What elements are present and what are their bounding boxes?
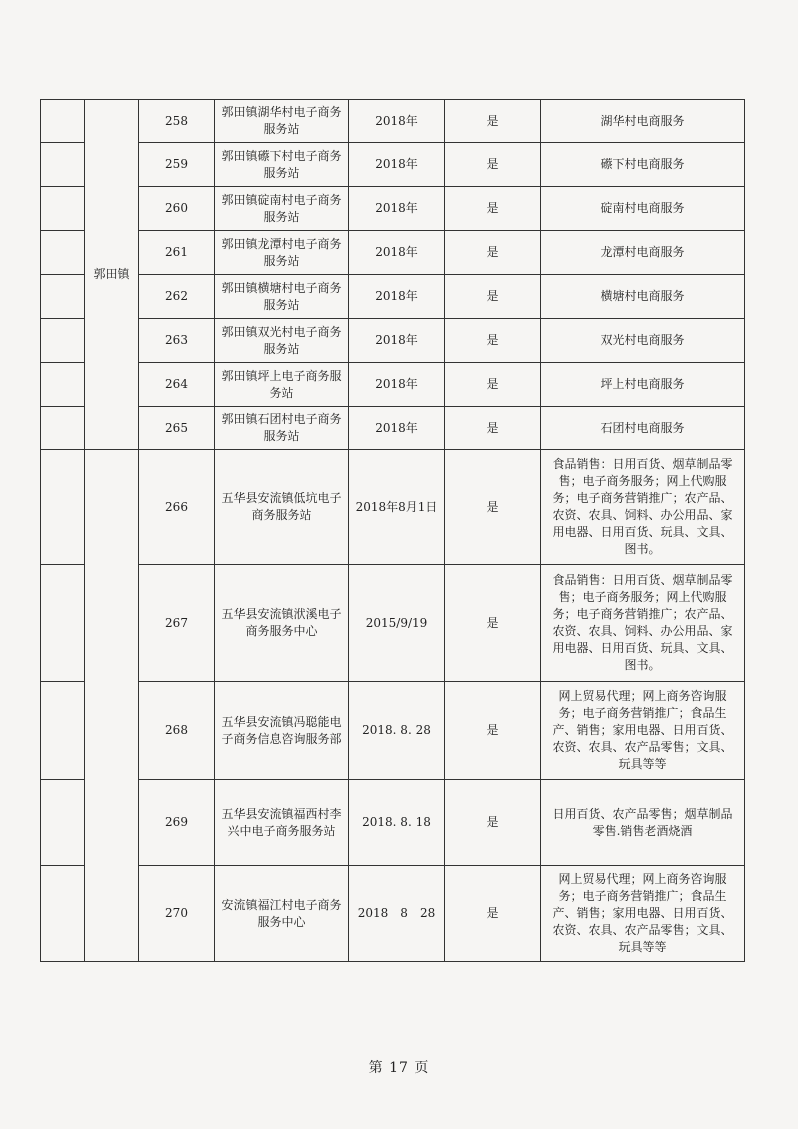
serial-number-cell: 266 — [139, 450, 215, 565]
station-name-cell: 郭田镇石团村电子商务服务站 — [215, 407, 349, 450]
business-scope-cell: 日用百货、农产品零售；烟草制品零售.销售老酒烧酒 — [541, 780, 745, 866]
station-name-cell: 郭田镇横塘村电子商务服务站 — [215, 275, 349, 319]
serial-number-cell: 261 — [139, 231, 215, 275]
operating-status-cell: 是 — [445, 275, 541, 319]
table-row — [41, 143, 745, 187]
index-cell — [41, 100, 85, 143]
town-cell-empty — [85, 450, 139, 962]
established-date-cell: 2018年 — [349, 407, 445, 450]
station-name-cell: 安流镇福江村电子商务服务中心 — [215, 866, 349, 962]
operating-status-cell: 是 — [445, 319, 541, 363]
operating-status-cell: 是 — [445, 100, 541, 143]
business-scope-cell: 湖华村电商服务 — [541, 100, 745, 143]
station-name-cell: 郭田镇坪上电子商务服务站 — [215, 363, 349, 407]
table-row — [41, 866, 745, 962]
town-cell: 郭田镇 — [85, 100, 139, 450]
established-date-cell: 2018年 — [349, 100, 445, 143]
station-name-cell: 郭田镇礤下村电子商务服务站 — [215, 143, 349, 187]
table-row — [41, 100, 745, 143]
index-cell — [41, 319, 85, 363]
business-scope-cell: 坪上村电商服务 — [541, 363, 745, 407]
table-row — [41, 363, 745, 407]
operating-status-cell: 是 — [445, 450, 541, 565]
serial-number-cell: 260 — [139, 187, 215, 231]
station-name-cell: 郭田镇碇南村电子商务服务站 — [215, 187, 349, 231]
table-row — [41, 231, 745, 275]
operating-status-cell: 是 — [445, 363, 541, 407]
table-row — [41, 275, 745, 319]
station-name-cell: 郭田镇湖华村电子商务服务站 — [215, 100, 349, 143]
index-cell — [41, 363, 85, 407]
table-row — [41, 682, 745, 780]
business-scope-cell: 双光村电商服务 — [541, 319, 745, 363]
operating-status-cell: 是 — [445, 866, 541, 962]
established-date-cell: 2018. 8. 28 — [349, 682, 445, 780]
station-name-cell: 郭田镇龙潭村电子商务服务站 — [215, 231, 349, 275]
operating-status-cell: 是 — [445, 682, 541, 780]
serial-number-cell: 269 — [139, 780, 215, 866]
operating-status-cell: 是 — [445, 407, 541, 450]
index-cell — [41, 187, 85, 231]
index-cell — [41, 231, 85, 275]
business-scope-cell: 食品销售：日用百货、烟草制品零售；电子商务服务；网上代购服务；电子商务营销推广；农产品、农资、农具、饲料、办公用品、家用电器、日用百货、玩具、文具、图书。 — [541, 450, 745, 565]
established-date-cell: 2018 8 28 — [349, 866, 445, 962]
established-date-cell: 2018年 — [349, 187, 445, 231]
serial-number-cell: 262 — [139, 275, 215, 319]
station-name-cell: 五华县安流镇低坑电子商务服务站 — [215, 450, 349, 565]
index-cell — [41, 275, 85, 319]
operating-status-cell: 是 — [445, 187, 541, 231]
serial-number-cell: 265 — [139, 407, 215, 450]
business-scope-cell: 碇南村电商服务 — [541, 187, 745, 231]
table-row — [41, 450, 745, 565]
station-name-cell: 五华县安流镇洑溪电子商务服务中心 — [215, 565, 349, 682]
established-date-cell: 2018年 — [349, 363, 445, 407]
page-number: 第 17 页 — [368, 1060, 430, 1076]
table-row — [41, 407, 745, 450]
established-date-cell: 2018年 — [349, 231, 445, 275]
station-name-cell: 五华县安流镇冯聪能电子商务信息咨询服务部 — [215, 682, 349, 780]
index-cell — [41, 407, 85, 450]
serial-number-cell: 263 — [139, 319, 215, 363]
established-date-cell: 2018年 — [349, 319, 445, 363]
operating-status-cell: 是 — [445, 143, 541, 187]
established-date-cell: 2018年8月1日 — [349, 450, 445, 565]
established-date-cell: 2018. 8. 18 — [349, 780, 445, 866]
operating-status-cell: 是 — [445, 565, 541, 682]
operating-status-cell: 是 — [445, 780, 541, 866]
index-cell — [41, 682, 85, 780]
business-scope-cell: 礤下村电商服务 — [541, 143, 745, 187]
business-scope-cell: 网上贸易代理；网上商务咨询服务；电子商务营销推广；食品生产、销售；家用电器、日用百货、农资、农具、农产品零售；文具、玩具等等 — [541, 682, 745, 780]
station-name-cell: 五华县安流镇福西村李兴中电子商务服务站 — [215, 780, 349, 866]
table-row — [41, 319, 745, 363]
index-cell — [41, 866, 85, 962]
business-scope-cell: 网上贸易代理；网上商务咨询服务；电子商务营销推广；食品生产、销售；家用电器、日用百货、农资、农具、农产品零售；文具、玩具等等 — [541, 866, 745, 962]
serial-number-cell: 259 — [139, 143, 215, 187]
business-scope-cell: 横塘村电商服务 — [541, 275, 745, 319]
table-body — [41, 100, 745, 962]
table-row — [41, 187, 745, 231]
serial-number-cell: 264 — [139, 363, 215, 407]
established-date-cell: 2018年 — [349, 275, 445, 319]
established-date-cell: 2015/9/19 — [349, 565, 445, 682]
index-cell — [41, 450, 85, 565]
index-cell — [41, 143, 85, 187]
station-name-cell: 郭田镇双光村电子商务服务站 — [215, 319, 349, 363]
index-cell — [41, 780, 85, 866]
operating-status-cell: 是 — [445, 231, 541, 275]
business-scope-cell: 龙潭村电商服务 — [541, 231, 745, 275]
table-row — [41, 565, 745, 682]
index-cell — [41, 565, 85, 682]
table-row — [41, 780, 745, 866]
serial-number-cell: 268 — [139, 682, 215, 780]
business-scope-cell: 石团村电商服务 — [541, 407, 745, 450]
serial-number-cell: 270 — [139, 866, 215, 962]
established-date-cell: 2018年 — [349, 143, 445, 187]
serial-number-cell: 258 — [139, 100, 215, 143]
service-station-table — [40, 99, 745, 962]
business-scope-cell: 食品销售：日用百货、烟草制品零售；电子商务服务；网上代购服务；电子商务营销推广；农产品、农资、农具、饲料、办公用品、家用电器、日用百货、玩具、文具、图书。 — [541, 565, 745, 682]
serial-number-cell: 267 — [139, 565, 215, 682]
